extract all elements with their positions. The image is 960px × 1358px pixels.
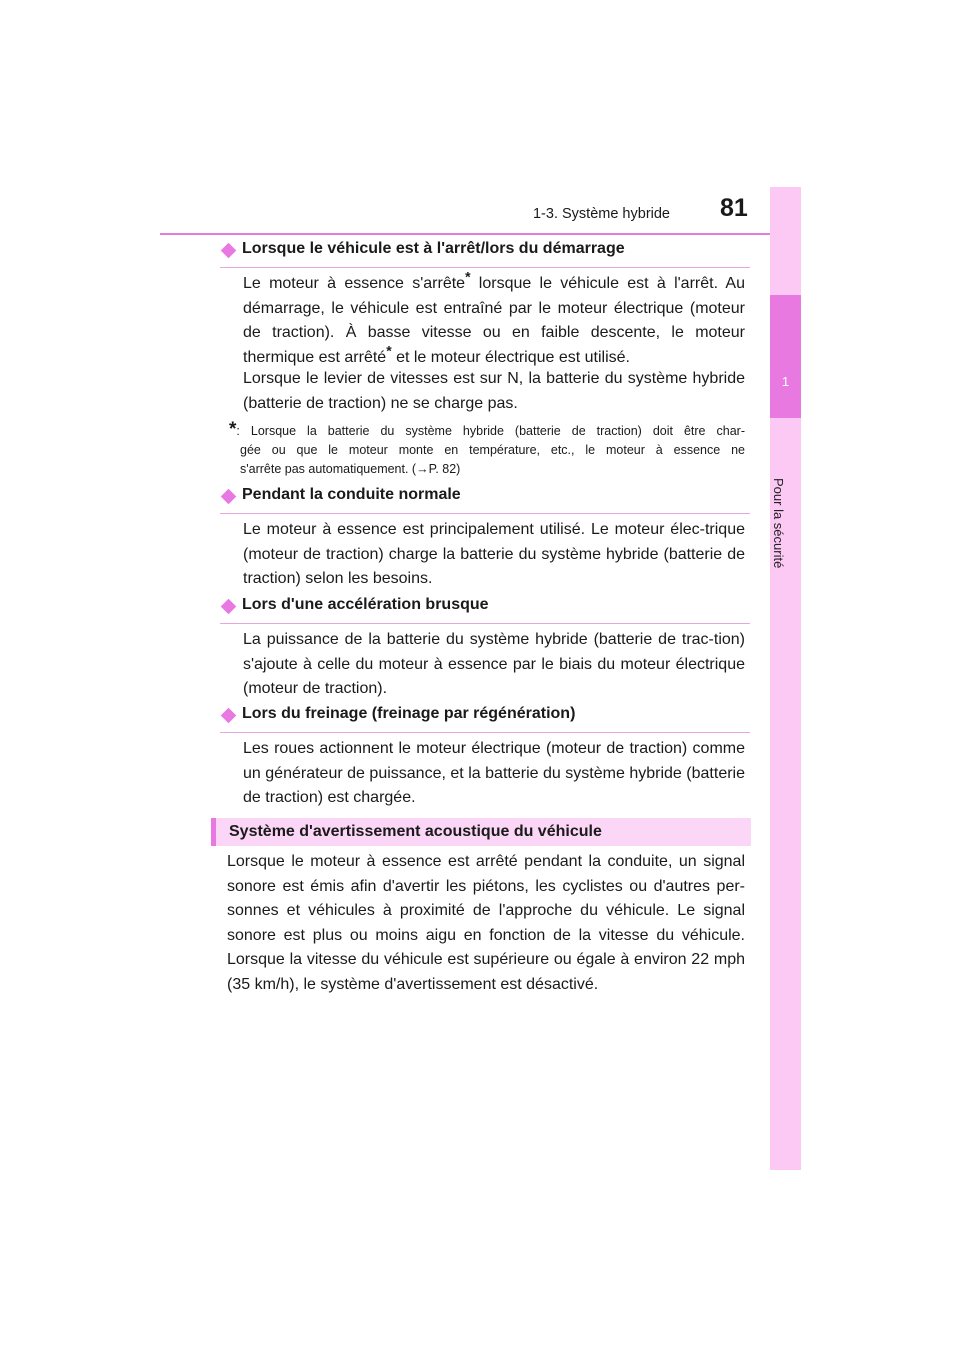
section-body-paragraph: Lorsque le moteur à essence est arrêté pendant la conduite, un signal sonore est émis afin d'avertir les piétons, les cyclistes ou d'autres per-sonnes et véhicules à proximité de l'approche du véhicule. Le signal sonore est plus ou moins aigu en fonction de la vitesse du véhicule. Lorsque la vitesse du véhicule est supérieure ou égale à environ 22 mph (35 km/h), le système d'avertissement est désactivé. bbox=[227, 853, 745, 993]
paragraph-neutral: Lorsque le levier de vitesses est sur N, la batterie du système hybride (batterie de traction) ne se charge pas. bbox=[243, 370, 745, 412]
footnote bbox=[229, 420, 745, 479]
chapter-tab-marker bbox=[770, 295, 801, 418]
subheading-text: Pendant la conduite normale bbox=[242, 486, 461, 503]
footnote-text: s'arrête pas automatiquement. (→P. 82) bbox=[240, 462, 461, 476]
footnote-text: gée ou que le moteur monte en température, etc., le moteur à essence ne bbox=[240, 443, 745, 457]
subheading-text: Lors du freinage (freinage par régénération) bbox=[242, 705, 576, 722]
section-heading-bar bbox=[211, 818, 751, 846]
header-rule bbox=[160, 233, 800, 235]
page-number: 81 bbox=[720, 194, 748, 222]
section-heading: Système d'avertissement acoustique du véhicule bbox=[229, 823, 602, 840]
subheading-stop-start bbox=[220, 239, 750, 268]
footnote-marker: * bbox=[465, 268, 471, 285]
subheading-normal-driving bbox=[220, 485, 750, 514]
paragraph-acceleration: La puissance de la batterie du système hybride (batterie de trac-tion) s'ajoute à celle du moteur à essence par le biais du moteur électrique (moteur de traction). bbox=[243, 631, 745, 697]
subheading-text: Lors d'une accélération brusque bbox=[242, 596, 489, 613]
footnote-marker: * bbox=[386, 342, 392, 359]
paragraph-text: et le moteur électrique est utilisé. bbox=[391, 348, 630, 366]
diamond-bullet-icon bbox=[221, 243, 237, 259]
subheading-acceleration bbox=[220, 595, 750, 624]
paragraph-braking: Les roues actionnent le moteur électrique (moteur de traction) comme un générateur de puissance, et la batterie du système hybride (batterie de traction) est chargée. bbox=[243, 740, 745, 806]
diamond-bullet-icon bbox=[221, 599, 237, 615]
subheading-braking bbox=[220, 704, 750, 733]
footnote-text: : Lorsque la batterie du système hybride (batterie de traction) doit être char- bbox=[236, 424, 745, 438]
chapter-number: 1 bbox=[781, 374, 790, 389]
running-header-section: 1-3. Système hybride bbox=[532, 206, 670, 222]
paragraph-stop-start bbox=[243, 268, 745, 370]
chapter-label: Pour la sécurité bbox=[771, 478, 786, 569]
footnote-star: * bbox=[229, 419, 237, 440]
paragraph-text: lorsque le véhicule est à l'arrêt. Au démarrage, le véhicule est entraîné par le moteur électrique (moteur de traction). À basse vitesse ou en faible descente, le moteur thermique est arrêté bbox=[243, 275, 745, 366]
subheading-text: Lorsque le véhicule est à l'arrêt/lors du démarrage bbox=[242, 240, 625, 257]
paragraph-normal-driving: Le moteur à essence est principalement utilisé. Le moteur élec-trique (moteur de traction) charge la batterie du système hybride (batterie de traction) selon les besoins. bbox=[243, 521, 745, 587]
diamond-bullet-icon bbox=[221, 708, 237, 724]
paragraph-text: Le moteur à essence s'arrête bbox=[243, 275, 466, 292]
diamond-bullet-icon bbox=[221, 489, 237, 505]
